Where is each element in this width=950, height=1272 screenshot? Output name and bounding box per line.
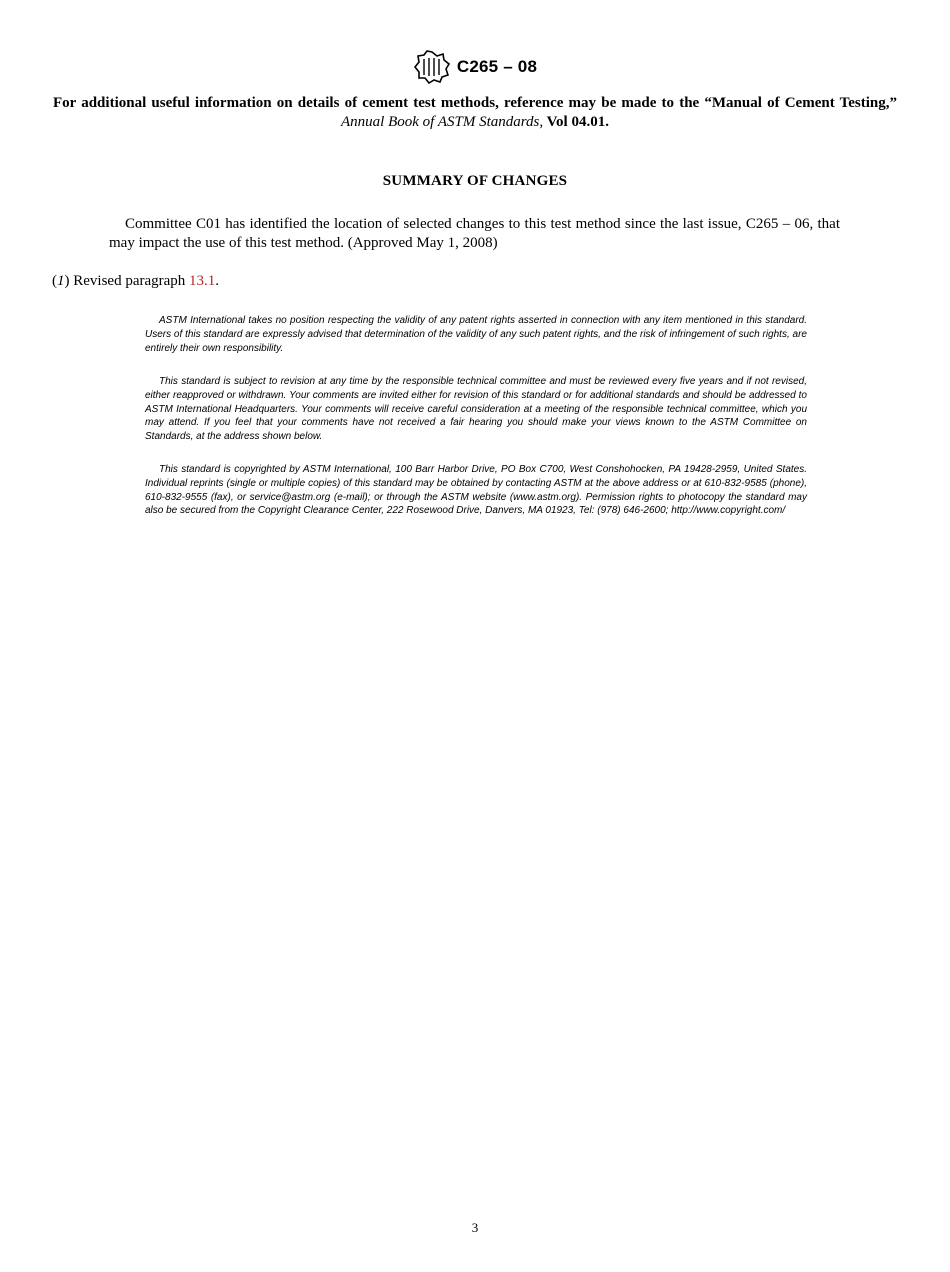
paragraph-reference-link[interactable]: 13.1: [189, 273, 216, 289]
change-list-item: [52, 272, 219, 291]
summary-paragraph: Committee C01 has identified the location of selected changes to this test method since the last issue, C265 – 06, that may impact the use of this test method. (Approved May 1, 2008): [109, 216, 840, 251]
change-text: Revised paragraph: [73, 273, 186, 289]
astm-logo-icon: [413, 50, 451, 84]
change-end: .: [215, 273, 220, 289]
intro-note-publication: Annual Book of ASTM Standards,: [341, 114, 544, 130]
page-number: 3: [471, 1220, 479, 1235]
standard-designation: C265 – 08: [456, 57, 538, 76]
change-open-paren: (: [52, 273, 57, 289]
intro-note-volume: Vol 04.01.: [546, 114, 609, 130]
intro-note: [53, 94, 897, 132]
change-number: 1: [57, 273, 65, 289]
page-header: [0, 50, 950, 84]
summary-heading: SUMMARY OF CHANGES: [382, 173, 568, 189]
copyright-notice: This standard is copyrighted by ASTM International, 100 Barr Harbor Drive, PO Box C700, West Conshohocken, PA 19428-2959, United States. Individual reprints (single or multiple copies) of this standard may be obtained by contacting ASTM at the above address or at 610-832-9585 (phone), 610-832-9555 (fax), or service@astm.org (e-mail); or through the ASTM website (www.astm.org). Permission rights to photocopy the standard may also be secured from the Copyright Clearance Center, 222 Rosewood Drive, Danvers, MA 01923, Tel: (978) 646-2600; http://www.copyright.com/: [145, 464, 807, 517]
change-close-paren: ): [64, 273, 70, 289]
intro-note-text: For additional useful information on details of cement test methods, reference may be made to the “Manual of Cement Testing,”: [53, 95, 897, 111]
revision-notice: This standard is subject to revision at any time by the responsible technical committee and must be reviewed every five years and if not revised, either reapproved or withdrawn. Your comments are invited either for revision of this standard or for additional standards and should be addressed to ASTM International Headquarters. Your comments will receive careful consideration at a meeting of the responsible technical committee, which you may attend. If you feel that your comments have not received a fair hearing you should make your views known to the ASTM Committee on Standards, at the address shown below.: [145, 376, 807, 443]
patent-notice: ASTM International takes no position respecting the validity of any patent rights asserted in connection with any item mentioned in this standard. Users of this standard are expressly advised that determination of the validity of any such patent rights, and the risk of infringement of such rights, are entirely their own responsibility.: [145, 315, 807, 354]
